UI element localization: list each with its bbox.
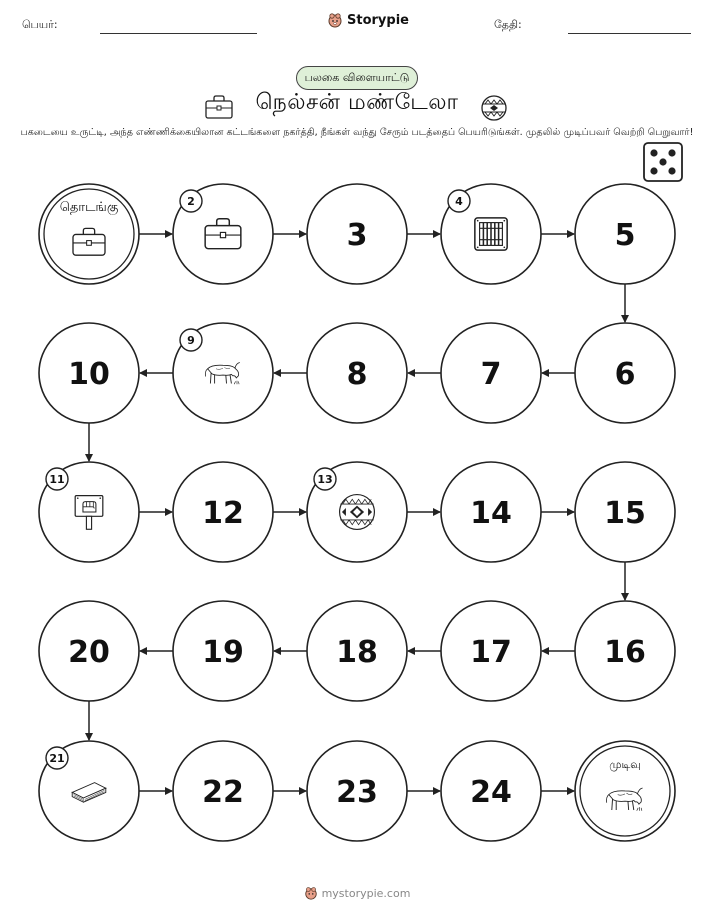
cell-number: 15 bbox=[604, 496, 646, 531]
storypie-mascot-icon bbox=[304, 886, 318, 900]
cell-number: 16 bbox=[604, 635, 646, 670]
cell-number: 7 bbox=[480, 357, 502, 392]
board-cell-16 bbox=[575, 601, 675, 701]
board-cell-13 bbox=[307, 462, 407, 562]
board-cell-21 bbox=[39, 741, 139, 841]
board-cell-20 bbox=[39, 601, 139, 701]
board-cell-5 bbox=[575, 184, 675, 284]
board-game-tag: பலகை விளையாட்டு bbox=[296, 66, 418, 90]
finish-label: முடிவு bbox=[609, 758, 641, 771]
cell-number: 6 bbox=[614, 357, 636, 392]
board-cell-9 bbox=[173, 323, 273, 423]
cell-number: 8 bbox=[346, 357, 368, 392]
board-cell-23 bbox=[307, 741, 407, 841]
board-cell-6 bbox=[575, 323, 675, 423]
cell-number: 10 bbox=[68, 357, 110, 392]
cell-badge-number: 2 bbox=[187, 195, 195, 208]
cell-number: 24 bbox=[470, 775, 512, 810]
prison-door-icon bbox=[475, 218, 507, 250]
board-cell-19 bbox=[173, 601, 273, 701]
board-cell-8 bbox=[307, 323, 407, 423]
cell-number: 3 bbox=[346, 218, 368, 253]
board-cell-11 bbox=[39, 462, 139, 562]
cell-badge-number: 4 bbox=[455, 195, 463, 208]
board-cell-14 bbox=[441, 462, 541, 562]
name-label: பெயர்: bbox=[22, 18, 58, 31]
board-cell-4 bbox=[441, 184, 541, 284]
date-label: தேதி: bbox=[494, 18, 522, 31]
cell-badge-number: 9 bbox=[187, 334, 195, 347]
footer-url[interactable]: mystorypie.com bbox=[321, 886, 411, 900]
board-cell-15 bbox=[575, 462, 675, 562]
cell-number: 22 bbox=[202, 775, 244, 810]
cell-badge-number: 11 bbox=[49, 473, 65, 486]
cell-badge-number: 21 bbox=[49, 752, 65, 765]
brand-name: Storypie bbox=[347, 12, 409, 28]
cell-number: 18 bbox=[336, 635, 378, 670]
board-cell-22 bbox=[173, 741, 273, 841]
board-cell-25 bbox=[575, 741, 675, 841]
cell-number: 5 bbox=[614, 218, 636, 253]
board-cell-12 bbox=[173, 462, 273, 562]
cell-badge-number: 13 bbox=[317, 473, 333, 486]
board-cell-17 bbox=[441, 601, 541, 701]
instructions: பகடையை உருட்டி, அந்த எண்ணிக்கையிலான கட்டங்களை நகர்த்தி, நீங்கள் வந்து சேரும் படத்தைப் பெயரிடுங்கள். முதலில் முடிப்பவர் வெற்றி பெறுவார்! bbox=[20, 127, 694, 138]
board-cell-1 bbox=[39, 184, 139, 284]
board-cell-3 bbox=[307, 184, 407, 284]
board-cell-24 bbox=[441, 741, 541, 841]
footer bbox=[0, 886, 714, 900]
board-cell-18 bbox=[307, 601, 407, 701]
african-pattern-icon bbox=[340, 495, 375, 530]
board-cell-7 bbox=[441, 323, 541, 423]
cell-number: 12 bbox=[202, 496, 244, 531]
start-label: தொடங்கு bbox=[59, 200, 119, 215]
cell-number: 17 bbox=[470, 635, 512, 670]
cell-number: 14 bbox=[470, 496, 512, 531]
board-cell-10 bbox=[39, 323, 139, 423]
cell-number: 20 bbox=[68, 635, 110, 670]
board-cell-2 bbox=[173, 184, 273, 284]
cell-number: 23 bbox=[336, 775, 378, 810]
cell-number: 19 bbox=[202, 635, 244, 670]
page-title: நெல்சன் மண்டேலா bbox=[255, 90, 459, 115]
